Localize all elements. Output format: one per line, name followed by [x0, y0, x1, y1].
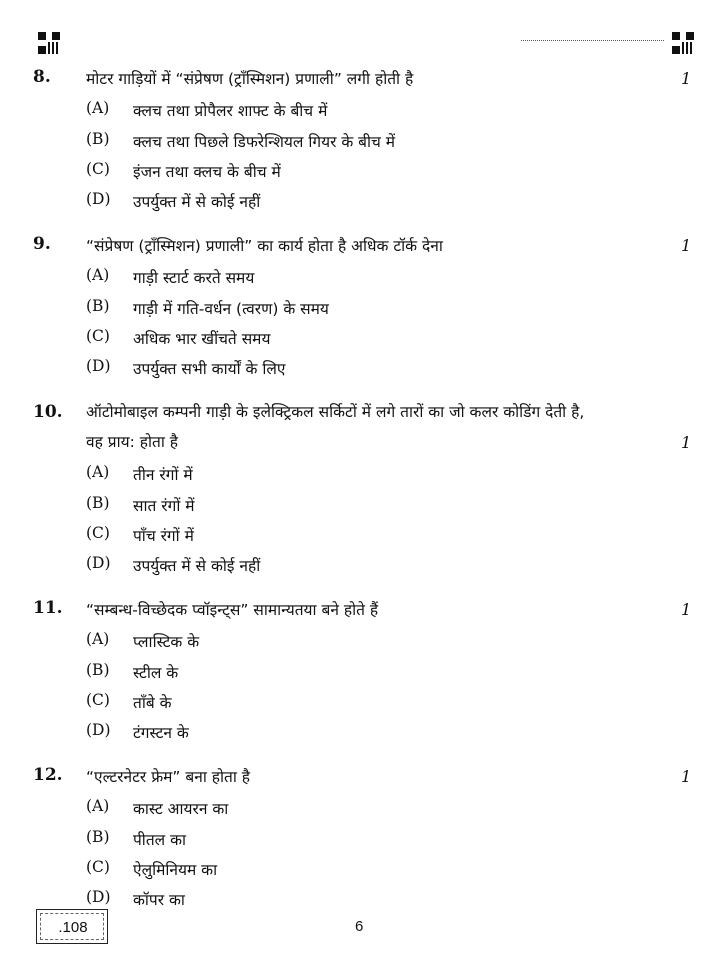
question-marks: 1: [681, 433, 692, 452]
option-b: [86, 130, 646, 158]
option-a: [86, 99, 646, 127]
option-text: कास्ट आयरन का: [133, 800, 229, 818]
option-d: [86, 554, 646, 582]
option-b: [86, 494, 646, 522]
option-c: [86, 691, 646, 719]
option-a: [86, 463, 646, 491]
option-text: ताँबे के: [133, 694, 172, 712]
question-text: “संप्रेषण (ट्रॉंस्मिशन) प्रणाली” का कार्य होता है अधिक टॉर्क देना: [86, 237, 443, 255]
option-text: स्टील के: [133, 664, 179, 682]
option-letter: (B): [86, 297, 110, 315]
option-b: [86, 828, 646, 856]
header-dotted-line: [521, 40, 664, 41]
question-number: 8.: [33, 67, 51, 87]
option-letter: (C): [86, 691, 110, 709]
option-text: उपर्युक्त सभी कार्यों के लिए: [133, 360, 286, 378]
question-number: 11.: [33, 598, 63, 618]
option-d: [86, 190, 646, 218]
option-text: गाड़ी स्टार्ट करते समय: [133, 269, 255, 287]
question-marks: 1: [681, 69, 692, 88]
option-letter: (A): [86, 266, 110, 284]
option-letter: (C): [86, 858, 110, 876]
option-letter: (B): [86, 130, 110, 148]
question-text: मोटर गाड़ियों में “संप्रेषण (ट्रॉंस्मिशन) प्रणाली” लगी होती है: [86, 70, 414, 88]
option-text: टंगस्टन के: [133, 724, 189, 742]
option-letter: (C): [86, 327, 110, 345]
option-letter: (B): [86, 828, 110, 846]
option-text: उपर्युक्त में से कोई नहीं: [133, 193, 261, 211]
option-text: उपर्युक्त में से कोई नहीं: [133, 557, 261, 575]
option-text: क्लच तथा पिछले डिफरेन्शियल गियर के बीच में: [133, 133, 396, 151]
question-marks: 1: [681, 767, 692, 786]
question-number: 12.: [33, 765, 63, 785]
option-letter: (D): [86, 554, 111, 572]
option-d: [86, 888, 646, 916]
option-text: पाँच रंगों में: [133, 527, 194, 545]
option-c: [86, 327, 646, 355]
option-b: [86, 661, 646, 689]
question-text-line-1: ऑटोमोबाइल कम्पनी गाड़ी के इलेक्ट्रिकल सर्किटों में लगे तारों का जो कलर कोडिंग देती है,: [86, 403, 585, 421]
option-b: [86, 297, 646, 325]
option-text: तीन रंगों में: [133, 466, 193, 484]
option-text: अधिक भार खींचते समय: [133, 330, 271, 348]
option-letter: (A): [86, 463, 110, 481]
option-letter: (A): [86, 797, 110, 815]
question-marks: 1: [681, 600, 692, 619]
paper-code: .108: [58, 919, 88, 936]
option-a: [86, 797, 646, 825]
option-c: [86, 160, 646, 188]
option-text: ऐलुमिनियम का: [133, 861, 218, 879]
option-letter: (C): [86, 160, 110, 178]
option-letter: (D): [86, 190, 111, 208]
paper-code-box: [36, 909, 108, 944]
option-letter: (A): [86, 99, 110, 117]
option-text: गाड़ी में गति-वर्धन (त्वरण) के समय: [133, 300, 329, 318]
option-text: कॉपर का: [133, 891, 185, 909]
question-text: “सम्बन्ध-विच्छेदक प्वॉइन्ट्स” सामान्यतया बने होते हैं: [86, 601, 379, 619]
option-text: सात रंगों में: [133, 497, 195, 515]
option-letter: (D): [86, 357, 111, 375]
question-marks: 1: [681, 236, 692, 255]
option-letter: (D): [86, 888, 111, 906]
option-text: प्लास्टिक के: [133, 633, 200, 651]
option-text: क्लच तथा प्रोपैलर शाफ्ट के बीच में: [133, 102, 328, 120]
option-d: [86, 721, 646, 749]
option-letter: (A): [86, 630, 110, 648]
option-text: पीतल का: [133, 831, 187, 849]
option-c: [86, 858, 646, 886]
option-letter: (D): [86, 721, 111, 739]
question-text-line-2: वह प्राय: होता है: [86, 433, 179, 451]
option-letter: (B): [86, 494, 110, 512]
option-a: [86, 630, 646, 658]
option-letter: (B): [86, 661, 110, 679]
question-number: 9.: [33, 234, 51, 254]
option-text: इंजन तथा क्लच के बीच में: [133, 163, 281, 181]
page-number: 6: [355, 918, 364, 935]
option-d: [86, 357, 646, 385]
option-letter: (C): [86, 524, 110, 542]
qr-code-icon: [37, 31, 61, 55]
option-c: [86, 524, 646, 552]
qr-code-icon: [671, 31, 695, 55]
question-number: 10.: [33, 402, 63, 422]
option-a: [86, 266, 646, 294]
question-text: “एल्टरनेटर फ्रेम” बना होता है: [86, 768, 251, 786]
